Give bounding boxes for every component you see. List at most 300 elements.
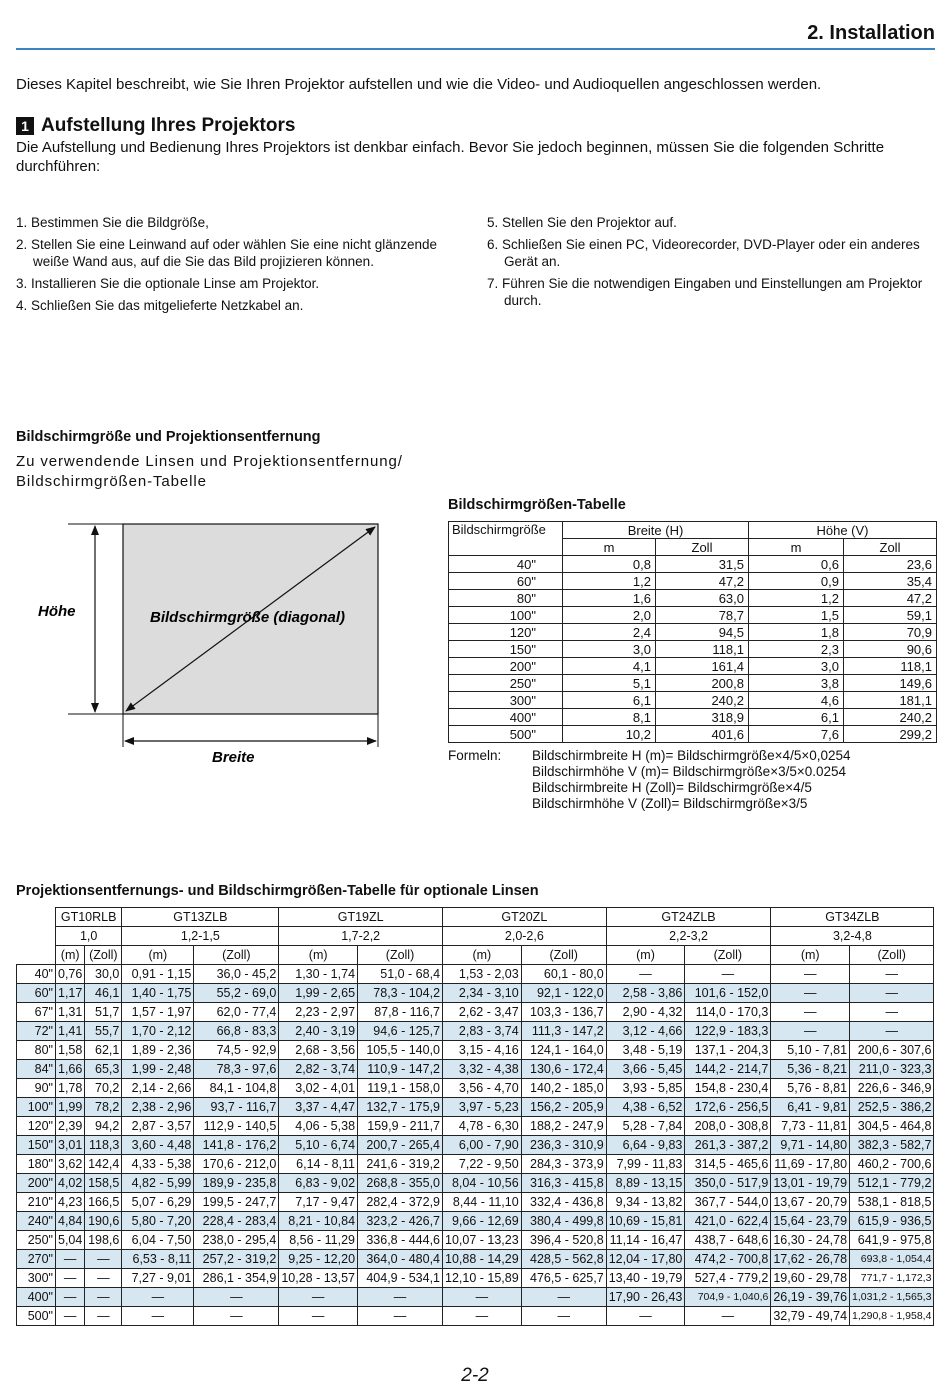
- table-cell: 80": [449, 590, 563, 607]
- table-cell: 2,3: [749, 641, 844, 658]
- unit-inch-header: (Zoll): [358, 946, 443, 965]
- table-cell: 1,66: [56, 1060, 85, 1079]
- table-cell: —: [521, 1307, 606, 1326]
- table-cell: 318,9: [656, 709, 749, 726]
- size-cell: 120": [17, 1117, 56, 1136]
- table-cell: 5,36 - 8,21: [771, 1060, 850, 1079]
- header-rule: [16, 48, 935, 50]
- table-cell: 460,2 - 700,6: [850, 1155, 934, 1174]
- table-cell: 140,2 - 185,0: [521, 1079, 606, 1098]
- size-cell: 250": [17, 1231, 56, 1250]
- table-cell: 6,41 - 9,81: [771, 1098, 850, 1117]
- table-row: [17, 1060, 934, 1079]
- table-cell: 142,4: [85, 1155, 122, 1174]
- size-cell: 100": [17, 1098, 56, 1117]
- table-cell: —: [606, 1307, 685, 1326]
- screen-size-diagram: [16, 515, 416, 775]
- unit-m-header: (m): [771, 946, 850, 965]
- size-cell: 40": [17, 965, 56, 984]
- size-table-title: Bildschirmgrößen-Tabelle: [448, 497, 626, 513]
- table-cell: 6,04 - 7,50: [122, 1231, 194, 1250]
- table-cell: 3,60 - 4,48: [122, 1136, 194, 1155]
- table-row: [449, 726, 937, 743]
- table-cell: 240,2: [844, 709, 937, 726]
- table-cell: 0,91 - 1,15: [122, 965, 194, 984]
- table-cell: 9,71 - 14,80: [771, 1136, 850, 1155]
- table-cell: —: [85, 1250, 122, 1269]
- section-description: Die Aufstellung und Bedienung Ihres Projektors ist denkbar einfach. Bevor Sie jedoch beginnen, müssen Sie die folgenden Schritte durchführen:: [16, 139, 885, 175]
- table-cell: 36,0 - 45,2: [194, 965, 279, 984]
- table-row: [449, 624, 937, 641]
- table-cell: 286,1 - 354,9: [194, 1269, 279, 1288]
- table-cell: 101,6 - 152,0: [685, 984, 771, 1003]
- size-cell: 60": [17, 984, 56, 1003]
- formula-line: Bildschirmbreite H (m)= Bildschirmgröße×4/5×0,0254: [532, 748, 851, 763]
- table-cell: 500": [449, 726, 563, 743]
- table-cell: 226,6 - 346,9: [850, 1079, 934, 1098]
- table-cell: 13,67 - 20,79: [771, 1193, 850, 1212]
- table-cell: 23,6: [844, 556, 937, 573]
- table-cell: 46,1: [85, 984, 122, 1003]
- table-cell: 188,2 - 247,9: [521, 1117, 606, 1136]
- table-cell: 10,2: [563, 726, 656, 743]
- table-cell: 1,53 - 2,03: [443, 965, 522, 984]
- page-number: 2-2: [461, 1365, 489, 1386]
- table-row: [17, 1269, 934, 1288]
- steps-list-right: [487, 214, 937, 314]
- table-cell: 1,89 - 2,36: [122, 1041, 194, 1060]
- table-cell: 92,1 - 122,0: [521, 984, 606, 1003]
- lens-name-header: GT10RLB: [56, 908, 122, 927]
- table-row: [449, 590, 937, 607]
- table-cell: 401,6: [656, 726, 749, 743]
- table-cell: 172,6 - 256,5: [685, 1098, 771, 1117]
- screen-section-description: [16, 452, 446, 492]
- table-cell: 2,38 - 2,96: [122, 1098, 194, 1117]
- table-cell: 159,9 - 211,7: [358, 1117, 443, 1136]
- table-row: [17, 1136, 934, 1155]
- table-cell: 200": [449, 658, 563, 675]
- table-cell: 1,290,8 - 1,958,4: [850, 1307, 934, 1326]
- table-row: [449, 675, 937, 692]
- table-cell: 2,40 - 3,19: [279, 1022, 358, 1041]
- table-cell: 132,7 - 175,9: [358, 1098, 443, 1117]
- table-cell: 0,76: [56, 965, 85, 984]
- table-cell: 5,10 - 6,74: [279, 1136, 358, 1155]
- table-cell: 17,90 - 26,43: [606, 1288, 685, 1307]
- table-cell: 4,6: [749, 692, 844, 709]
- size-cell: 180": [17, 1155, 56, 1174]
- size-cell: 300": [17, 1269, 56, 1288]
- table-cell: 5,07 - 6,29: [122, 1193, 194, 1212]
- table-cell: 350,0 - 517,9: [685, 1174, 771, 1193]
- table-cell: 284,3 - 373,9: [521, 1155, 606, 1174]
- table-row: [17, 1079, 934, 1098]
- table-cell: —: [194, 1288, 279, 1307]
- table-cell: 2,23 - 2,97: [279, 1003, 358, 1022]
- table-cell: 3,12 - 4,66: [606, 1022, 685, 1041]
- table-cell: 1,31: [56, 1003, 85, 1022]
- lens-ratio-header: 2,2-3,2: [606, 927, 771, 946]
- table-cell: —: [443, 1307, 522, 1326]
- table-cell: 90,6: [844, 641, 937, 658]
- table-cell: 4,84: [56, 1212, 85, 1231]
- table-cell: 261,3 - 387,2: [685, 1136, 771, 1155]
- table-cell: —: [56, 1307, 85, 1326]
- formula-label: Formeln:: [448, 748, 502, 763]
- table-cell: 144,2 - 214,7: [685, 1060, 771, 1079]
- table-cell: 105,5 - 140,0: [358, 1041, 443, 1060]
- table-cell: 55,2 - 69,0: [194, 984, 279, 1003]
- table-cell: 62,1: [85, 1041, 122, 1060]
- table-cell: 257,2 - 319,2: [194, 1250, 279, 1269]
- table-cell: 400": [449, 709, 563, 726]
- table-cell: 170,6 - 212,0: [194, 1155, 279, 1174]
- table-cell: 1,40 - 1,75: [122, 984, 194, 1003]
- table-cell: 2,62 - 3,47: [443, 1003, 522, 1022]
- table-cell: 66,8 - 83,3: [194, 1022, 279, 1041]
- table-row: [17, 1155, 934, 1174]
- table-row: [17, 1307, 934, 1326]
- table-cell: 199,5 - 247,7: [194, 1193, 279, 1212]
- table-cell: 693,8 - 1,054,4: [850, 1250, 934, 1269]
- table-cell: 6,53 - 8,11: [122, 1250, 194, 1269]
- lens-name-header: GT34ZLB: [771, 908, 934, 927]
- table-cell: 6,1: [563, 692, 656, 709]
- table-cell: 31,5: [656, 556, 749, 573]
- table-cell: —: [56, 1269, 85, 1288]
- section-title: [16, 115, 295, 137]
- table-cell: 282,4 - 372,9: [358, 1193, 443, 1212]
- table-cell: 63,0: [656, 590, 749, 607]
- table-cell: 110,9 - 147,2: [358, 1060, 443, 1079]
- table-cell: —: [771, 965, 850, 984]
- unit-m-header: (m): [443, 946, 522, 965]
- table-cell: 51,0 - 68,4: [358, 965, 443, 984]
- table-cell: 137,1 - 204,3: [685, 1041, 771, 1060]
- table-cell: 1,99 - 2,65: [279, 984, 358, 1003]
- table-cell: 150": [449, 641, 563, 658]
- table-cell: 30,0: [85, 965, 122, 984]
- table-cell: 240,2: [656, 692, 749, 709]
- table-cell: 4,82 - 5,99: [122, 1174, 194, 1193]
- size-table: [448, 521, 937, 743]
- table-row: [17, 1174, 934, 1193]
- table-cell: 323,2 - 426,7: [358, 1212, 443, 1231]
- table-cell: 3,01: [56, 1136, 85, 1155]
- step-item: 6. Schließen Sie einen PC, Videorecorder, DVD-Player oder ein anderes Gerät an.: [487, 237, 920, 269]
- table-cell: 8,89 - 13,15: [606, 1174, 685, 1193]
- table-cell: 299,2: [844, 726, 937, 743]
- table-cell: —: [771, 1003, 850, 1022]
- table-cell: 404,9 - 534,1: [358, 1269, 443, 1288]
- table-cell: 8,04 - 10,56: [443, 1174, 522, 1193]
- formula-line: Bildschirmhöhe V (m)= Bildschirmgröße×3/5×0.0254: [532, 764, 847, 779]
- size-cell: 270": [17, 1250, 56, 1269]
- table-cell: 166,5: [85, 1193, 122, 1212]
- table-cell: 12,04 - 17,80: [606, 1250, 685, 1269]
- width-label: Breite: [212, 749, 255, 766]
- table-cell: 2,90 - 4,32: [606, 1003, 685, 1022]
- table-cell: 5,10 - 7,81: [771, 1041, 850, 1060]
- table-cell: 2,87 - 3,57: [122, 1117, 194, 1136]
- table-row: [17, 1003, 934, 1022]
- table-cell: 5,28 - 7,84: [606, 1117, 685, 1136]
- table-row: [17, 1250, 934, 1269]
- table-cell: 19,60 - 29,78: [771, 1269, 850, 1288]
- screen-section-desc-line2: Bildschirmgrößen-Tabelle: [16, 473, 207, 490]
- table-cell: 474,2 - 700,8: [685, 1250, 771, 1269]
- table-cell: 1,99 - 2,48: [122, 1060, 194, 1079]
- table-cell: 1,2: [563, 573, 656, 590]
- table-cell: 103,3 - 136,7: [521, 1003, 606, 1022]
- screen-section-title: Bildschirmgröße und Projektionsentfernung: [16, 429, 321, 445]
- table-row: [17, 1212, 934, 1231]
- table-cell: 200,6 - 307,6: [850, 1041, 934, 1060]
- table-cell: 100": [449, 607, 563, 624]
- table-cell: 156,2 - 205,9: [521, 1098, 606, 1117]
- steps-list-left: [16, 214, 466, 319]
- unit-m-header: (m): [279, 946, 358, 965]
- table-row: [449, 556, 937, 573]
- table-cell: 5,76 - 8,81: [771, 1079, 850, 1098]
- table-cell: 7,6: [749, 726, 844, 743]
- table-cell: 84,1 - 104,8: [194, 1079, 279, 1098]
- table-cell: 314,5 - 465,6: [685, 1155, 771, 1174]
- formula-line: Bildschirmhöhe V (Zoll)= Bildschirmgröße×3/5: [532, 796, 808, 811]
- table-cell: 47,2: [656, 573, 749, 590]
- table-cell: 94,5: [656, 624, 749, 641]
- table-cell: 10,88 - 14,29: [443, 1250, 522, 1269]
- table-cell: 200,7 - 265,4: [358, 1136, 443, 1155]
- table-row: [17, 1193, 934, 1212]
- table-cell: —: [850, 1003, 934, 1022]
- unit-inch-header: (Zoll): [685, 946, 771, 965]
- table-cell: 112,9 - 140,5: [194, 1117, 279, 1136]
- table-cell: 1,99: [56, 1098, 85, 1117]
- table-cell: 2,0: [563, 607, 656, 624]
- lens-name-header: GT24ZLB: [606, 908, 771, 927]
- table-cell: 476,5 - 625,7: [521, 1269, 606, 1288]
- table-cell: 9,25 - 12,20: [279, 1250, 358, 1269]
- table-cell: 78,3 - 97,6: [194, 1060, 279, 1079]
- unit-inch-header: (Zoll): [194, 946, 279, 965]
- table-cell: 17,62 - 26,78: [771, 1250, 850, 1269]
- lens-name-header: GT20ZL: [443, 908, 607, 927]
- table-cell: 9,66 - 12,69: [443, 1212, 522, 1231]
- table-cell: 149,6: [844, 675, 937, 692]
- height-label: Höhe: [38, 603, 76, 620]
- table-cell: 2,83 - 3,74: [443, 1022, 522, 1041]
- table-cell: 238,0 - 295,4: [194, 1231, 279, 1250]
- table-cell: 26,19 - 39,76: [771, 1288, 850, 1307]
- table-cell: 1,30 - 1,74: [279, 965, 358, 984]
- lens-ratio-header: 1,2-1,5: [122, 927, 279, 946]
- table-cell: 4,23: [56, 1193, 85, 1212]
- table-cell: 6,83 - 9,02: [279, 1174, 358, 1193]
- table-cell: 396,4 - 520,8: [521, 1231, 606, 1250]
- height-inch-header: Zoll: [844, 539, 937, 556]
- lens-name-header: GT19ZL: [279, 908, 443, 927]
- table-cell: 4,33 - 5,38: [122, 1155, 194, 1174]
- table-cell: 59,1: [844, 607, 937, 624]
- table-cell: 268,8 - 355,0: [358, 1174, 443, 1193]
- table-cell: 161,4: [656, 658, 749, 675]
- table-cell: 3,32 - 4,38: [443, 1060, 522, 1079]
- table-cell: 62,0 - 77,4: [194, 1003, 279, 1022]
- lens-table-title: Projektionsentfernungs- und Bildschirmgrößen-Tabelle für optionale Linsen: [16, 883, 539, 899]
- table-cell: 527,4 - 779,2: [685, 1269, 771, 1288]
- formula-line: Bildschirmbreite H (Zoll)= Bildschirmgröße×4/5: [532, 780, 812, 795]
- table-cell: 70,2: [85, 1079, 122, 1098]
- table-cell: 512,1 - 779,2: [850, 1174, 934, 1193]
- table-cell: 208,0 - 308,8: [685, 1117, 771, 1136]
- table-cell: 236,3 - 310,9: [521, 1136, 606, 1155]
- table-row: [17, 1117, 934, 1136]
- table-cell: 241,6 - 319,2: [358, 1155, 443, 1174]
- table-cell: 1,57 - 1,97: [122, 1003, 194, 1022]
- table-cell: 120": [449, 624, 563, 641]
- table-cell: 8,21 - 10,84: [279, 1212, 358, 1231]
- table-cell: —: [122, 1288, 194, 1307]
- table-cell: 11,69 - 17,80: [771, 1155, 850, 1174]
- lens-ratio-header: 1,7-2,2: [279, 927, 443, 946]
- intro-text: Dieses Kapitel beschreibt, wie Sie Ihren Projektor aufstellen und wie die Video- und Audioquellen angeschlossen werden.: [16, 76, 822, 93]
- table-cell: 158,5: [85, 1174, 122, 1193]
- table-cell: 181,1: [844, 692, 937, 709]
- table-cell: 0,9: [749, 573, 844, 590]
- table-cell: 0,8: [563, 556, 656, 573]
- screen-section-desc-line1: Zu verwendende Linsen und Projektionsentfernung/: [16, 453, 403, 470]
- table-cell: 4,1: [563, 658, 656, 675]
- table-cell: 421,0 - 622,4: [685, 1212, 771, 1231]
- size-cell: 150": [17, 1136, 56, 1155]
- table-cell: 6,00 - 7,90: [443, 1136, 522, 1155]
- table-cell: 35,4: [844, 573, 937, 590]
- table-cell: 8,56 - 11,29: [279, 1231, 358, 1250]
- table-row: [449, 658, 937, 675]
- table-row: [17, 984, 934, 1003]
- table-cell: 538,1 - 818,5: [850, 1193, 934, 1212]
- table-cell: 382,3 - 582,7: [850, 1136, 934, 1155]
- size-cell: 90": [17, 1079, 56, 1098]
- table-cell: 3,97 - 5,23: [443, 1098, 522, 1117]
- table-row: [449, 692, 937, 709]
- step-item: 1. Bestimmen Sie die Bildgröße,: [16, 215, 209, 230]
- size-cell: 67": [17, 1003, 56, 1022]
- table-cell: 7,27 - 9,01: [122, 1269, 194, 1288]
- table-cell: 1,031,2 - 1,565,3: [850, 1288, 934, 1307]
- table-cell: —: [771, 984, 850, 1003]
- size-cell: 240": [17, 1212, 56, 1231]
- table-cell: 332,4 - 436,8: [521, 1193, 606, 1212]
- lens-ratio-header: 2,0-2,6: [443, 927, 607, 946]
- table-cell: —: [85, 1269, 122, 1288]
- table-cell: 3,8: [749, 675, 844, 692]
- table-cell: —: [56, 1288, 85, 1307]
- section-number: 1: [16, 117, 34, 135]
- table-cell: 118,1: [844, 658, 937, 675]
- table-cell: 55,7: [85, 1022, 122, 1041]
- table-cell: 10,69 - 15,81: [606, 1212, 685, 1231]
- width-inch-header: Zoll: [656, 539, 749, 556]
- table-cell: 11,14 - 16,47: [606, 1231, 685, 1250]
- size-cell: 72": [17, 1022, 56, 1041]
- table-cell: 3,93 - 5,85: [606, 1079, 685, 1098]
- table-row: [449, 641, 937, 658]
- table-cell: 1,70 - 2,12: [122, 1022, 194, 1041]
- table-cell: 211,0 - 323,3: [850, 1060, 934, 1079]
- table-row: [17, 1288, 934, 1307]
- chapter-title: 2. Installation: [807, 22, 935, 44]
- table-cell: —: [358, 1307, 443, 1326]
- table-cell: 13,40 - 19,79: [606, 1269, 685, 1288]
- table-cell: 13,01 - 19,79: [771, 1174, 850, 1193]
- table-cell: 4,38 - 6,52: [606, 1098, 685, 1117]
- lens-name-header: GT13ZLB: [122, 908, 279, 927]
- table-cell: 32,79 - 49,74: [771, 1307, 850, 1326]
- lens-ratio-header: 3,2-4,8: [771, 927, 934, 946]
- table-cell: 40": [449, 556, 563, 573]
- table-cell: 1,8: [749, 624, 844, 641]
- table-row: [449, 573, 937, 590]
- table-cell: 1,6: [563, 590, 656, 607]
- table-cell: —: [850, 965, 934, 984]
- table-cell: 2,58 - 3,86: [606, 984, 685, 1003]
- unit-m-header: (m): [122, 946, 194, 965]
- table-cell: 78,3 - 104,2: [358, 984, 443, 1003]
- table-cell: 9,34 - 13,82: [606, 1193, 685, 1212]
- step-item: 3. Installieren Sie die optionale Linse am Projektor.: [16, 276, 320, 291]
- table-cell: 3,56 - 4,70: [443, 1079, 522, 1098]
- table-row: [449, 607, 937, 624]
- table-cell: 60": [449, 573, 563, 590]
- table-cell: 3,48 - 5,19: [606, 1041, 685, 1060]
- table-cell: 122,9 - 183,3: [685, 1022, 771, 1041]
- table-cell: 428,5 - 562,8: [521, 1250, 606, 1269]
- table-cell: 228,4 - 283,4: [194, 1212, 279, 1231]
- unit-inch-header: (Zoll): [521, 946, 606, 965]
- table-cell: —: [521, 1288, 606, 1307]
- table-cell: —: [279, 1288, 358, 1307]
- table-cell: 111,3 - 147,2: [521, 1022, 606, 1041]
- table-cell: —: [606, 965, 685, 984]
- size-header: Bildschirmgröße: [449, 522, 563, 556]
- table-cell: 1,2: [749, 590, 844, 607]
- table-cell: 10,07 - 13,23: [443, 1231, 522, 1250]
- table-cell: —: [771, 1022, 850, 1041]
- table-cell: 94,6 - 125,7: [358, 1022, 443, 1041]
- unit-m-header: (m): [56, 946, 85, 965]
- table-cell: 316,3 - 415,8: [521, 1174, 606, 1193]
- formula-list: [532, 748, 851, 812]
- table-cell: 78,2: [85, 1098, 122, 1117]
- table-cell: 1,58: [56, 1041, 85, 1060]
- unit-inch-header: (Zoll): [85, 946, 122, 965]
- table-cell: 15,64 - 23,79: [771, 1212, 850, 1231]
- table-cell: 2,39: [56, 1117, 85, 1136]
- table-cell: 141,8 - 176,2: [194, 1136, 279, 1155]
- table-row: [449, 709, 937, 726]
- table-row: [17, 1022, 934, 1041]
- table-cell: 198,6: [85, 1231, 122, 1250]
- table-cell: 70,9: [844, 624, 937, 641]
- table-cell: 367,7 - 544,0: [685, 1193, 771, 1212]
- step-item: 4. Schließen Sie das mitgelieferte Netzkabel an.: [16, 298, 304, 313]
- table-cell: 2,14 - 2,66: [122, 1079, 194, 1098]
- table-row: [17, 1098, 934, 1117]
- size-cell: 80": [17, 1041, 56, 1060]
